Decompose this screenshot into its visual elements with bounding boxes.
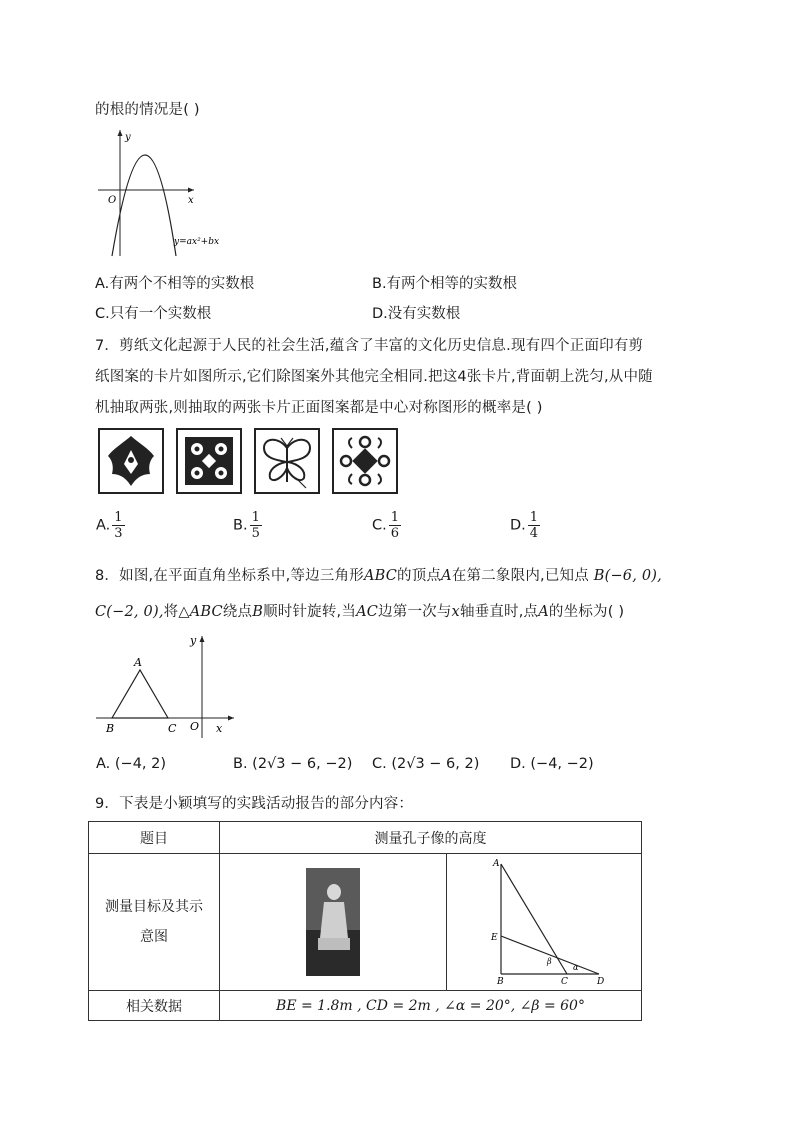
- table-row: [89, 822, 642, 854]
- butterfly-pattern-icon: [256, 430, 318, 492]
- q8-triangle-graph: [92, 630, 242, 740]
- parabola-curve: [112, 155, 176, 256]
- x-axis-label: x: [216, 722, 223, 735]
- paper-cut-card-2: [176, 428, 242, 494]
- q8-option-a: A. (−4, 2): [96, 756, 167, 772]
- q8-option-d: D. (−4, −2): [510, 756, 594, 772]
- paper-cut-card-4: [332, 428, 398, 494]
- triangle-abc: [112, 670, 168, 718]
- table-header-label: 题目: [89, 822, 220, 854]
- y-axis-label: y: [125, 132, 131, 143]
- y-axis-label: y: [190, 634, 197, 647]
- paper-cut-pattern-2-icon: [178, 430, 240, 492]
- svg-text:A: A: [493, 859, 500, 869]
- q8-line-1: 8．如图,在平面直角坐标系中,等边三角形ABC的顶点A在第二象限内,已知点 B(−6, 0),: [95, 568, 662, 584]
- curve-label: y=ax²+bx: [174, 237, 220, 247]
- svg-text:D: D: [597, 977, 605, 986]
- paper-cut-pattern-1-icon: [100, 430, 162, 492]
- x-axis-label: x: [188, 195, 194, 206]
- statue-icon: [306, 868, 360, 976]
- q7-option-c: C. $\frac{1}{6}$: [372, 510, 400, 541]
- vertex-a-label: A: [134, 656, 142, 669]
- related-data-value: BE = 1.8m , CD = 2m , ∠α = 20°, ∠β = 60°: [220, 991, 642, 1021]
- report-table: [88, 821, 642, 1021]
- q8-line-2: C(−2, 0),将△ABC绕点B顺时针旋转,当AC边第一次与x轴垂直时,点A的坐标为( ): [95, 604, 625, 620]
- origin-label: O: [190, 720, 200, 733]
- q7-option-d: D. $\frac{1}{4}$: [510, 510, 539, 541]
- q6-option-a: A.有两个不相等的实数根: [95, 276, 255, 292]
- svg-text:C: C: [561, 977, 568, 986]
- q6-parabola-graph: [90, 124, 230, 260]
- x-axis-arrow-icon: [188, 188, 194, 193]
- svg-text:B: B: [497, 977, 504, 986]
- svg-text:β: β: [547, 957, 552, 966]
- table-row: [89, 991, 642, 1021]
- y-axis-arrow-icon: [200, 636, 205, 642]
- q6-option-c: C.只有一个实数根: [95, 306, 212, 322]
- svg-text:E: E: [491, 933, 498, 943]
- q7-option-b: B. $\frac{1}{5}$: [233, 510, 260, 541]
- vertex-c-label: C: [168, 722, 177, 735]
- q8-option-b: B. (2√3 − 6, −2): [233, 756, 353, 772]
- paper-cut-card-3: [254, 428, 320, 494]
- origin-label: O: [108, 195, 117, 206]
- q9-intro: 9．下表是小颖填写的实践活动报告的部分内容：: [95, 796, 414, 812]
- q6-option-b: B.有两个相等的实数根: [372, 276, 518, 292]
- q6-option-d: D.没有实数根: [372, 306, 461, 322]
- q8-option-c: C. (2√3 − 6, 2): [372, 756, 480, 772]
- q7-line-3: 机抽取两张,则抽取的两张卡片正面图案都是中心对称图形的概率是( ): [95, 400, 543, 416]
- q7-line-2: 纸图案的卡片如图所示,它们除图案外其他完全相同.把这4张卡片,背面朝上洗匀,从中随: [95, 369, 653, 385]
- paper-cut-card-1: [98, 428, 164, 494]
- svg-text:α: α: [573, 963, 579, 972]
- confucius-statue-photo: [306, 868, 360, 976]
- table-header-value: 测量孔子像的高度: [220, 822, 642, 854]
- q7-line-1: 7．剪纸文化起源于人民的社会生活,蕴含了丰富的文化历史信息.现有四个正面印有剪: [95, 338, 644, 354]
- related-data-label: 相关数据: [89, 991, 220, 1021]
- measure-diagram: [449, 854, 639, 986]
- measure-diagram-cell: [447, 854, 642, 991]
- q7-option-a: A. $\frac{1}{3}$: [96, 510, 123, 541]
- paper-cut-pattern-4-icon: [334, 430, 396, 492]
- vertex-b-label: B: [106, 722, 115, 735]
- table-row: [89, 854, 642, 991]
- q6-question-tail: 的根的情况是( ): [95, 102, 200, 118]
- statue-photo-cell: [220, 854, 447, 991]
- x-axis-arrow-icon: [228, 716, 234, 721]
- y-axis-arrow-icon: [118, 130, 123, 136]
- measure-target-label: 测量目标及其示 意图: [89, 854, 220, 991]
